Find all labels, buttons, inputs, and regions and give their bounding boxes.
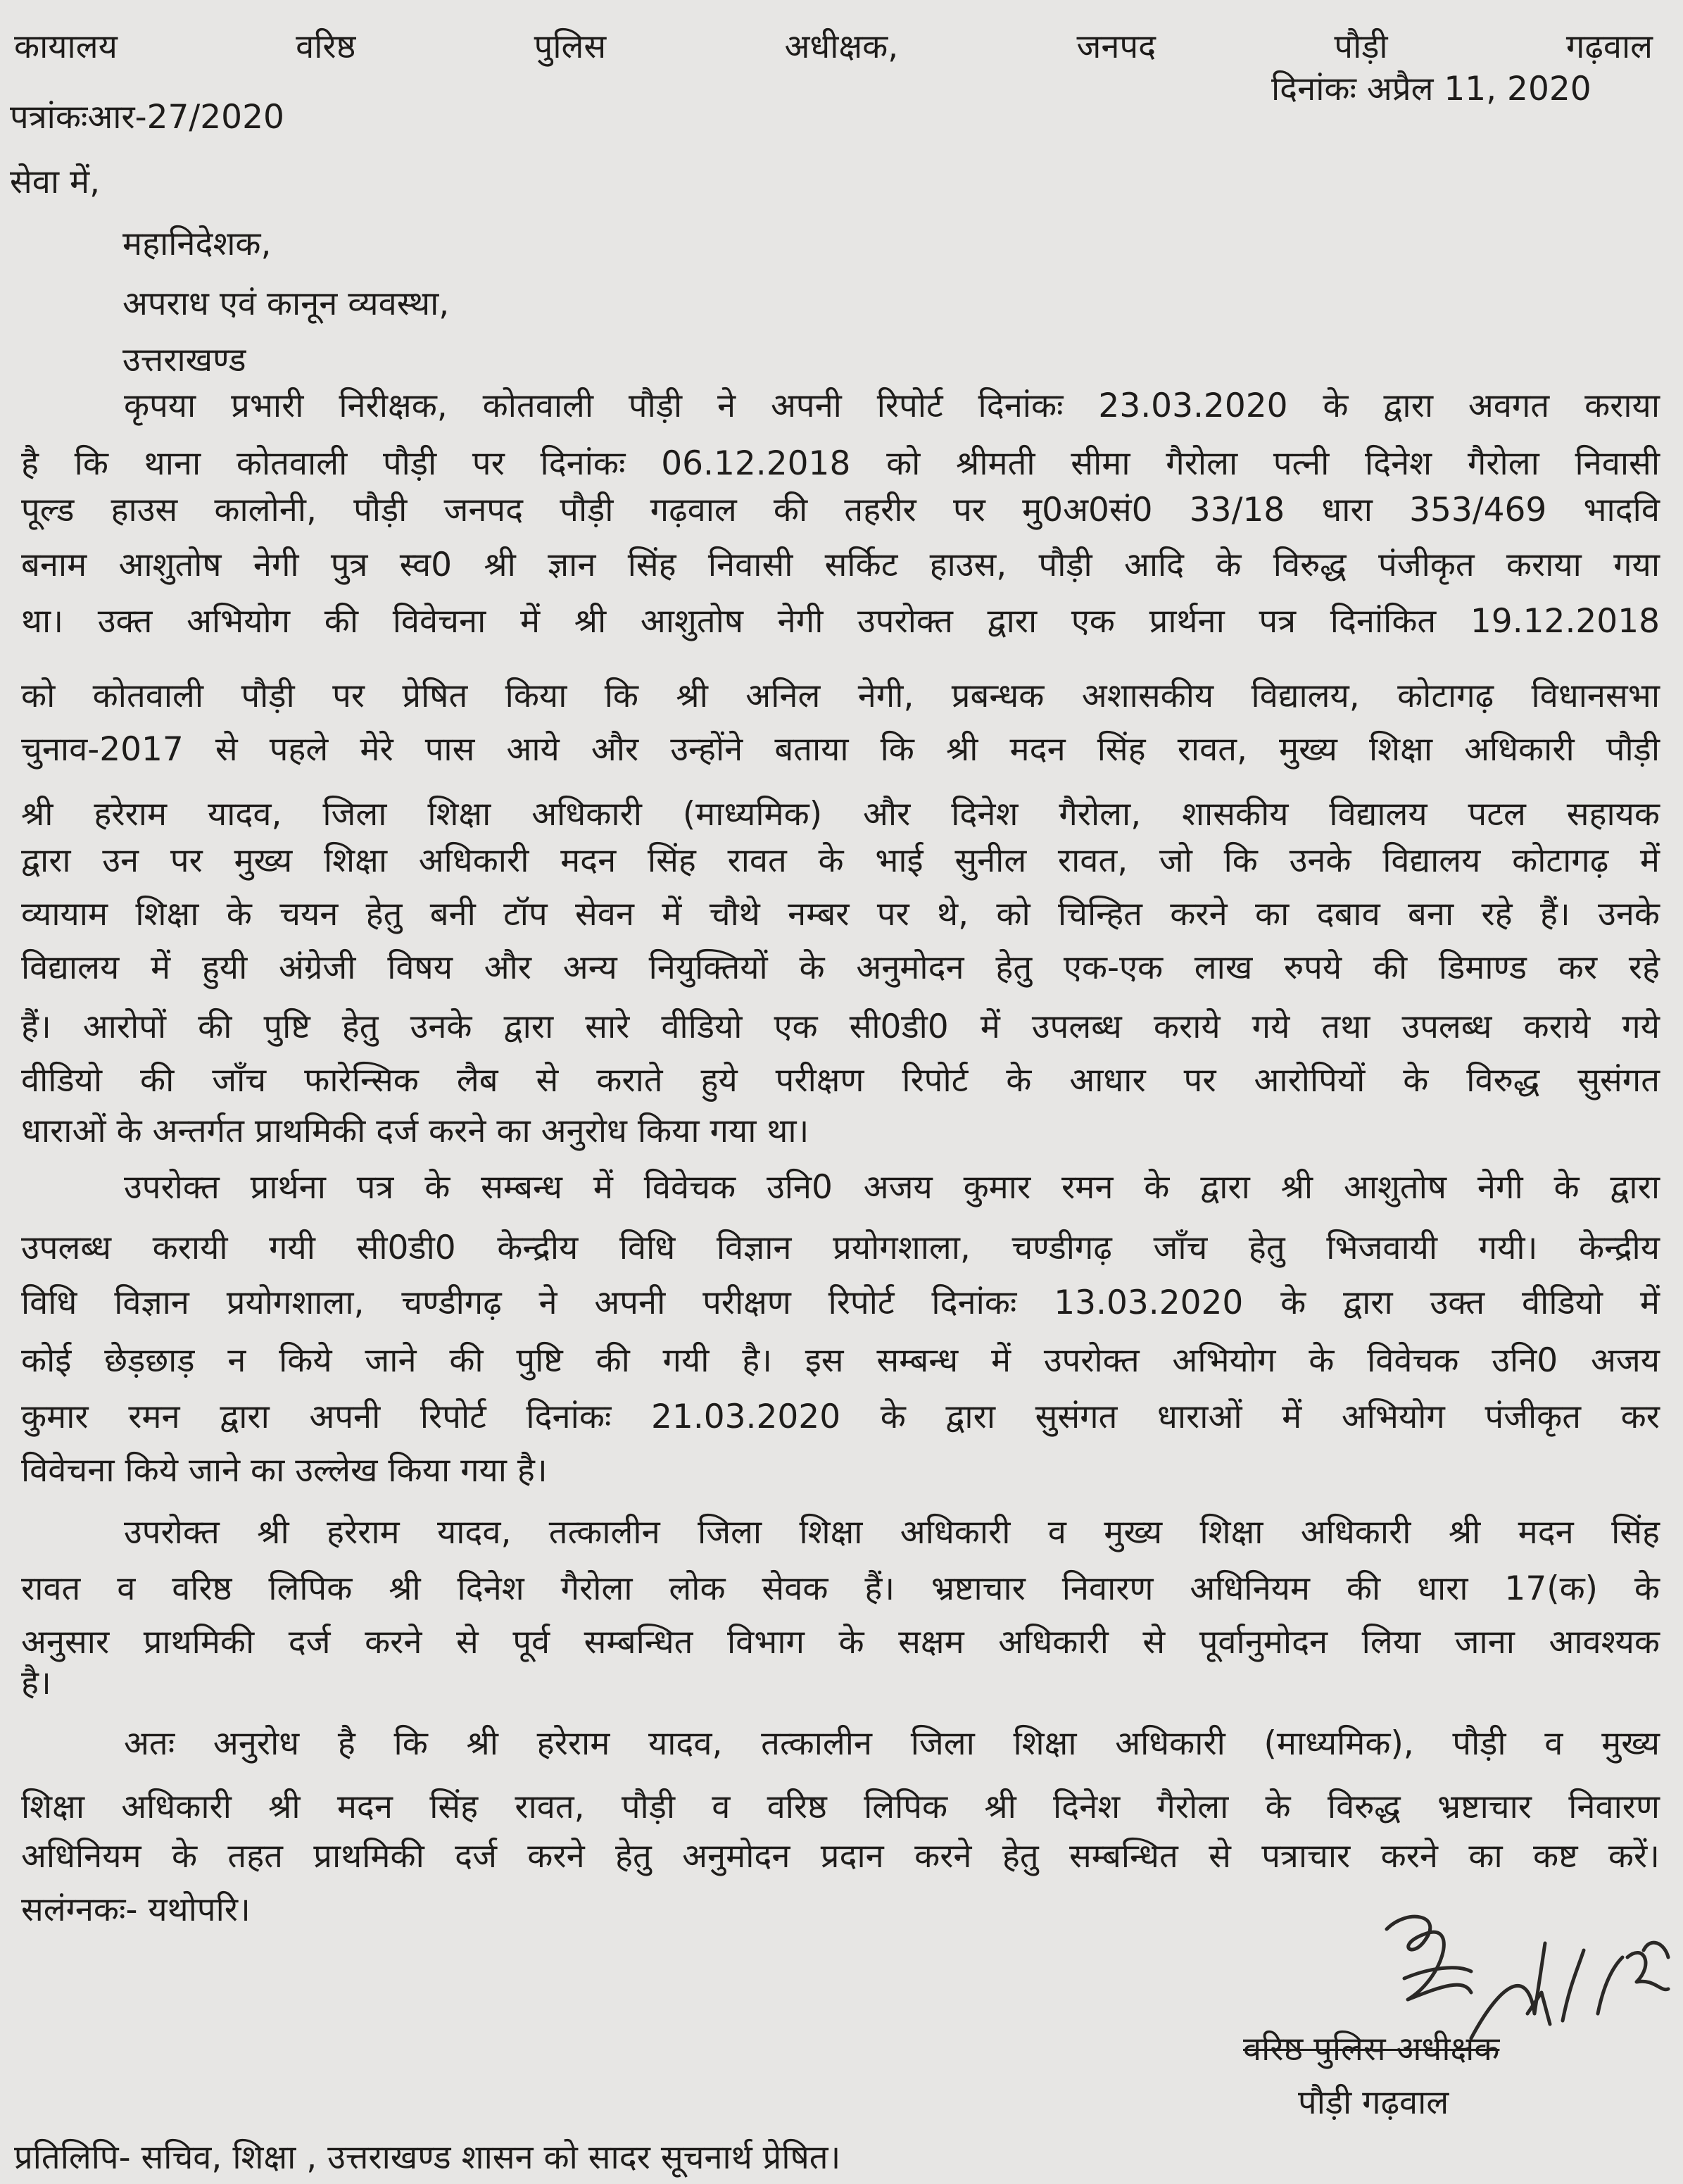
body-line: कुमार रमन द्वारा अपनी रिपोर्ट दिनांकः 21.03.2020 के द्वारा सुसंगत धाराओं में अभियोग पंजीकृत कर [21, 1398, 1660, 1436]
body-line: श्री हरेराम यादव, जिला शिक्षा अधिकारी (माध्यमिक) और दिनेश गैरोला, शासकीय विद्यालय पटल सहायक [21, 795, 1660, 834]
letter-number: पत्रांकःआर-27/2020 [10, 98, 284, 137]
body-line: शिक्षा अधिकारी श्री मदन सिंह रावत, पौड़ी व वरिष्ठ लिपिक श्री दिनेश गैरोला के विरुद्ध भ्रष्टाचार निवारण [21, 1788, 1660, 1826]
body-line: कोई छेड़छाड़ न किये जाने की पुष्टि की गयी है। इस सम्बन्ध में उपरोक्त अभियोग के विवेचक उनि0 अजय [21, 1341, 1660, 1380]
signatory-place: पौड़ी गढ़वाल [1298, 2083, 1449, 2122]
body-line: विवेचना किये जाने का उल्लेख किया गया है। [21, 1451, 548, 1490]
body-line: अधिनियम के तहत प्राथमिकी दर्ज करने हेतु अनुमोदन प्रदान करने हेतु सम्बन्धित से पत्राचार करने का कष्ट करें। [21, 1837, 1660, 1876]
letter-date: दिनांकः अप्रैल 11, 2020 [1271, 70, 1591, 108]
body-line: उपरोक्त श्री हरेराम यादव, तत्कालीन जिला शिक्षा अधिकारी व मुख्य शिक्षा अधिकारी श्री मदन सिंह [124, 1513, 1660, 1552]
body-line: हैं। आरोपों की पुष्टि हेतु उनके द्वारा सारे वीडियो एक सी0डी0 में उपलब्ध कराये गये तथा उपलब्ध कराये गये [21, 1008, 1660, 1046]
body-line: उपलब्ध करायी गयी सी0डी0 केन्द्रीय विधि विज्ञान प्रयोगशाला, चण्डीगढ़ जाँच हेतु भिजवायी गयी। केन्द्रीय [21, 1229, 1660, 1267]
body-line: चुनाव-2017 से पहले मेरे पास आये और उन्होंने बताया कि श्री मदन सिंह रावत, मुख्य शिक्षा अधिकारी पौड़ी [21, 730, 1660, 769]
body-line: विधि विज्ञान प्रयोगशाला, चण्डीगढ़ ने अपनी परीक्षण रिपोर्ट दिनांकः 13.03.2020 के द्वारा उक्त वीडियो में [21, 1284, 1660, 1322]
copy-to-note: प्रतिलिपि- सचिव, शिक्षा , उत्तराखण्ड शासन को सादर सूचनार्थ प्रेषित। [14, 2138, 841, 2177]
body-line: व्यायाम शिक्षा के चयन हेतु बनी टॉप सेवन में चौथे नम्बर पर थे, को चिन्हित करने का दबाव बना रहे हैं। उनके [21, 895, 1660, 934]
enclosure-note: सलंग्नकः- यथोपरि। [21, 1890, 251, 1929]
body-line: कृपया प्रभारी निरीक्षक, कोतवाली पौड़ी ने अपनी रिपोर्ट दिनांकः 23.03.2020 के द्वारा अवगत कराया [124, 387, 1660, 425]
addressee-line-3: उत्तराखण्ड [122, 341, 246, 379]
body-line: पूल्ड हाउस कालोनी, पौड़ी जनपद पौड़ी गढ़वाल की तहरीर पर मु0अ0सं0 33/18 धारा 353/469 भादवि [21, 491, 1660, 529]
body-line: द्वारा उन पर मुख्य शिक्षा अधिकारी मदन सिंह रावत के भाई सुनील रावत, जो कि उनके विद्यालय कोटागढ़ में [21, 841, 1660, 880]
body-line: उपरोक्त प्रार्थना पत्र के सम्बन्ध में विवेचक उनि0 अजय कुमार रमन के द्वारा श्री आशुतोष नेगी के द्वारा [124, 1168, 1660, 1207]
signatory-designation: वरिष्ठ पुलिस अधीक्षक [1243, 2030, 1500, 2069]
body-line: वीडियो की जाँच फारेन्सिक लैब से कराते हुये परीक्षण रिपोर्ट के आधार पर आरोपियों के विरुद्ध सुसंगत [21, 1061, 1660, 1100]
body-line: है कि थाना कोतवाली पौड़ी पर दिनांकः 06.12.2018 को श्रीमती सीमा गैरोला पत्नी दिनेश गैरोला निवासी [21, 444, 1660, 483]
addressee-line-2: अपराध एवं कानून व्यवस्था, [122, 284, 450, 323]
body-line: अनुसार प्राथमिकी दर्ज करने से पूर्व सम्बन्धित विभाग के सक्षम अधिकारी से पूर्वानुमोदन लिया जाना आवश्यक [21, 1623, 1660, 1662]
body-line: था। उक्त अभियोग की विवेचना में श्री आशुतोष नेगी उपरोक्त द्वारा एक प्रार्थना पत्र दिनांकित 19.12.2018 [21, 602, 1660, 641]
addressee-line-1: महानिदेशक, [122, 225, 272, 263]
body-line: को कोतवाली पौड़ी पर प्रेषित किया कि श्री अनिल नेगी, प्रबन्धक अशासकीय विद्यालय, कोटागढ़ विधानसभा [21, 677, 1660, 715]
body-line: बनाम आशुतोष नेगी पुत्र स्व0 श्री ज्ञान सिंह निवासी सर्किट हाउस, पौड़ी आदि के विरुद्ध पंजीकृत कराया गया [21, 546, 1660, 584]
body-line: धाराओं के अन्तर्गत प्राथमिकी दर्ज करने का अनुरोध किया गया था। [21, 1112, 809, 1150]
body-line: विद्यालय में हुयी अंग्रेजी विषय और अन्य नियुक्तियों के अनुमोदन हेतु एक-एक लाख रुपये की डिमाण्ड कर रहे [21, 948, 1660, 987]
office-heading: कायालय वरिष्ठ पुलिस अधीक्षक, जनपद पौड़ी गढ़वाल [14, 27, 1653, 66]
body-line: रावत व वरिष्ठ लिपिक श्री दिनेश गैरोला लोक सेवक हैं। भ्रष्टाचार निवारण अधिनियम की धारा 17(क) के [21, 1569, 1660, 1608]
body-line: है। [21, 1664, 51, 1702]
body-line: अतः अनुरोध है कि श्री हरेराम यादव, तत्कालीन जिला शिक्षा अधिकारी (माध्यमिक), पौड़ी व मुख्य [124, 1724, 1660, 1763]
salutation: सेवा में, [10, 163, 101, 201]
